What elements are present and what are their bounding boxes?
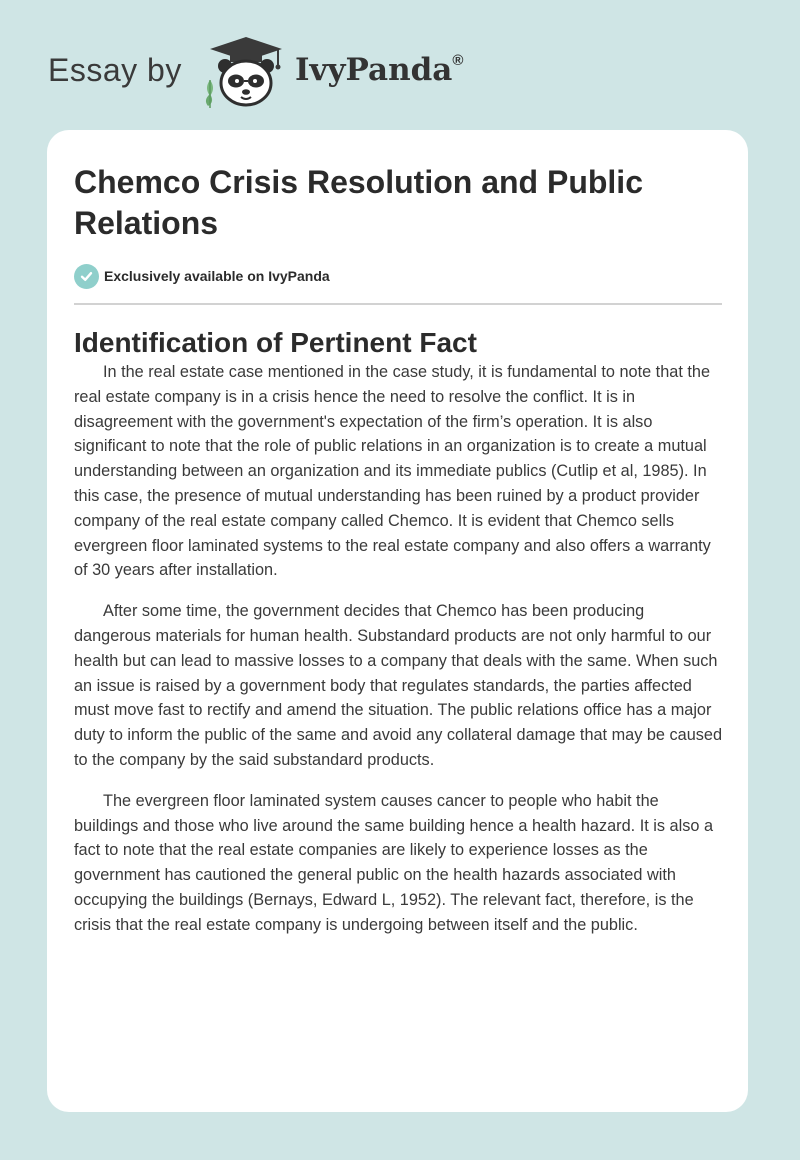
panda-graduate-icon — [200, 36, 292, 108]
divider — [74, 303, 722, 305]
registered-mark: ® — [452, 51, 464, 69]
badge-text: Exclusively available on IvyPanda — [104, 268, 330, 284]
exclusive-badge — [74, 263, 330, 289]
essay-by-label: Essay by — [48, 52, 182, 88]
brand-name[interactable] — [295, 52, 463, 88]
site-header — [0, 0, 800, 130]
paragraph: The evergreen floor laminated system causes cancer to people who habit the buildings and those who live around the same building hence a health hazard. It is also a fact to note that the real estate companies are likely to experience losses as the government has cautioned the general public on the health hazards associated with occupying the buildings (Bernays, Edward L, 1952). The relevant fact, therefore, is the crisis that the real estate company is undergoing between itself and the public. — [74, 791, 714, 934]
section-heading: Identification of Pertinent Fact — [74, 327, 477, 358]
paragraph: After some time, the government decides that Chemco has been producing dangerous materials for human health. Substandard products are not only harmful to our health but can lead to massive losses to a company that deals with the same. When such an issue is raised by a government body that regulates standards, the parties affected must move fast to rectify and amend the situation. The public relations office has a major duty to inform the public of the same and avoid any collateral damage that may be caused to the company by the said substandard products. — [74, 602, 723, 769]
paragraph: In the real estate case mentioned in the case study, it is fundamental to note that the real estate company is in a crisis hence the need to resolve the conflict. It is in disagreement with the government's expectation of the firm’s operation. It is also significant to note that the role of public relations in an organization is to create a mutual understanding between an organization and its immediate publics (Cutlip et al, 1985). In this case, the presence of mutual understanding has been ruined by a product provider company of the real estate company called Chemco. It is evident that Chemco sells evergreen floor laminated systems to the real estate company and also offers a warranty of 30 years after installation. — [74, 363, 711, 580]
brand-label: IvyPanda — [295, 52, 453, 88]
page-title: Chemco Crisis Resolution and Public Relations — [74, 164, 643, 241]
essay-body — [74, 360, 724, 954]
essay-card — [47, 130, 748, 1112]
check-circle-icon — [74, 264, 99, 289]
